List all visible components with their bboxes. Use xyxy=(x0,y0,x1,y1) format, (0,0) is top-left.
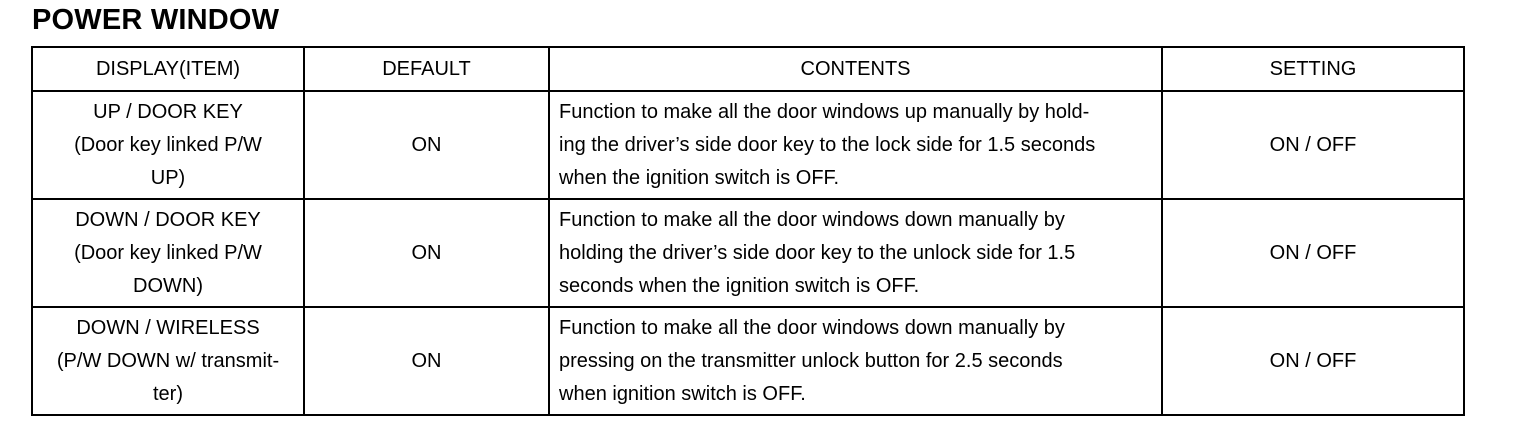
item-cell xyxy=(32,199,304,307)
item-cell xyxy=(32,307,304,415)
table-row xyxy=(32,199,1464,307)
contents-line: Function to make all the door windows down manually by xyxy=(559,316,1065,339)
header-default: DEFAULT xyxy=(304,47,549,91)
default-cell: ON xyxy=(304,307,549,415)
contents-cell xyxy=(549,91,1162,199)
setting-cell: ON / OFF xyxy=(1162,199,1464,307)
table-row xyxy=(32,91,1464,199)
contents-line: ing the driver’s side door key to the lock side for 1.5 seconds xyxy=(559,133,1096,156)
contents-line: pressing on the transmitter unlock button for 2.5 seconds xyxy=(559,349,1063,372)
item-line: UP / DOOR KEY xyxy=(93,100,243,123)
header-contents: CONTENTS xyxy=(549,47,1162,91)
header-row xyxy=(32,47,1464,91)
item-line: (Door key linked P/W xyxy=(74,133,262,156)
item-line: DOWN) xyxy=(133,274,203,297)
header-setting: SETTING xyxy=(1162,47,1464,91)
item-line: UP) xyxy=(150,166,186,189)
item-line: (P/W DOWN w/ transmit- xyxy=(56,349,280,372)
contents-line: when the ignition switch is OFF. xyxy=(559,166,840,189)
contents-line: seconds when the ignition switch is OFF. xyxy=(559,274,920,297)
power-window-table xyxy=(31,46,1465,416)
page-title: POWER WINDOW xyxy=(32,4,280,36)
default-cell: ON xyxy=(304,91,549,199)
default-cell: ON xyxy=(304,199,549,307)
setting-cell: ON / OFF xyxy=(1162,307,1464,415)
item-cell xyxy=(32,91,304,199)
item-line: ter) xyxy=(153,382,183,405)
contents-line: when ignition switch is OFF. xyxy=(559,382,806,405)
contents-cell xyxy=(549,199,1162,307)
contents-line: holding the driver’s side door key to the unlock side for 1.5 xyxy=(559,241,1076,264)
item-line: (Door key linked P/W xyxy=(74,241,262,264)
contents-line: Function to make all the door windows up manually by hold- xyxy=(559,100,1090,123)
setting-cell: ON / OFF xyxy=(1162,91,1464,199)
table-row xyxy=(32,307,1464,415)
item-line: DOWN / DOOR KEY xyxy=(75,208,261,231)
contents-line: Function to make all the door windows down manually by xyxy=(559,208,1065,231)
item-line: DOWN / WIRELESS xyxy=(76,316,260,339)
header-display-item: DISPLAY(ITEM) xyxy=(32,47,304,91)
contents-cell xyxy=(549,307,1162,415)
